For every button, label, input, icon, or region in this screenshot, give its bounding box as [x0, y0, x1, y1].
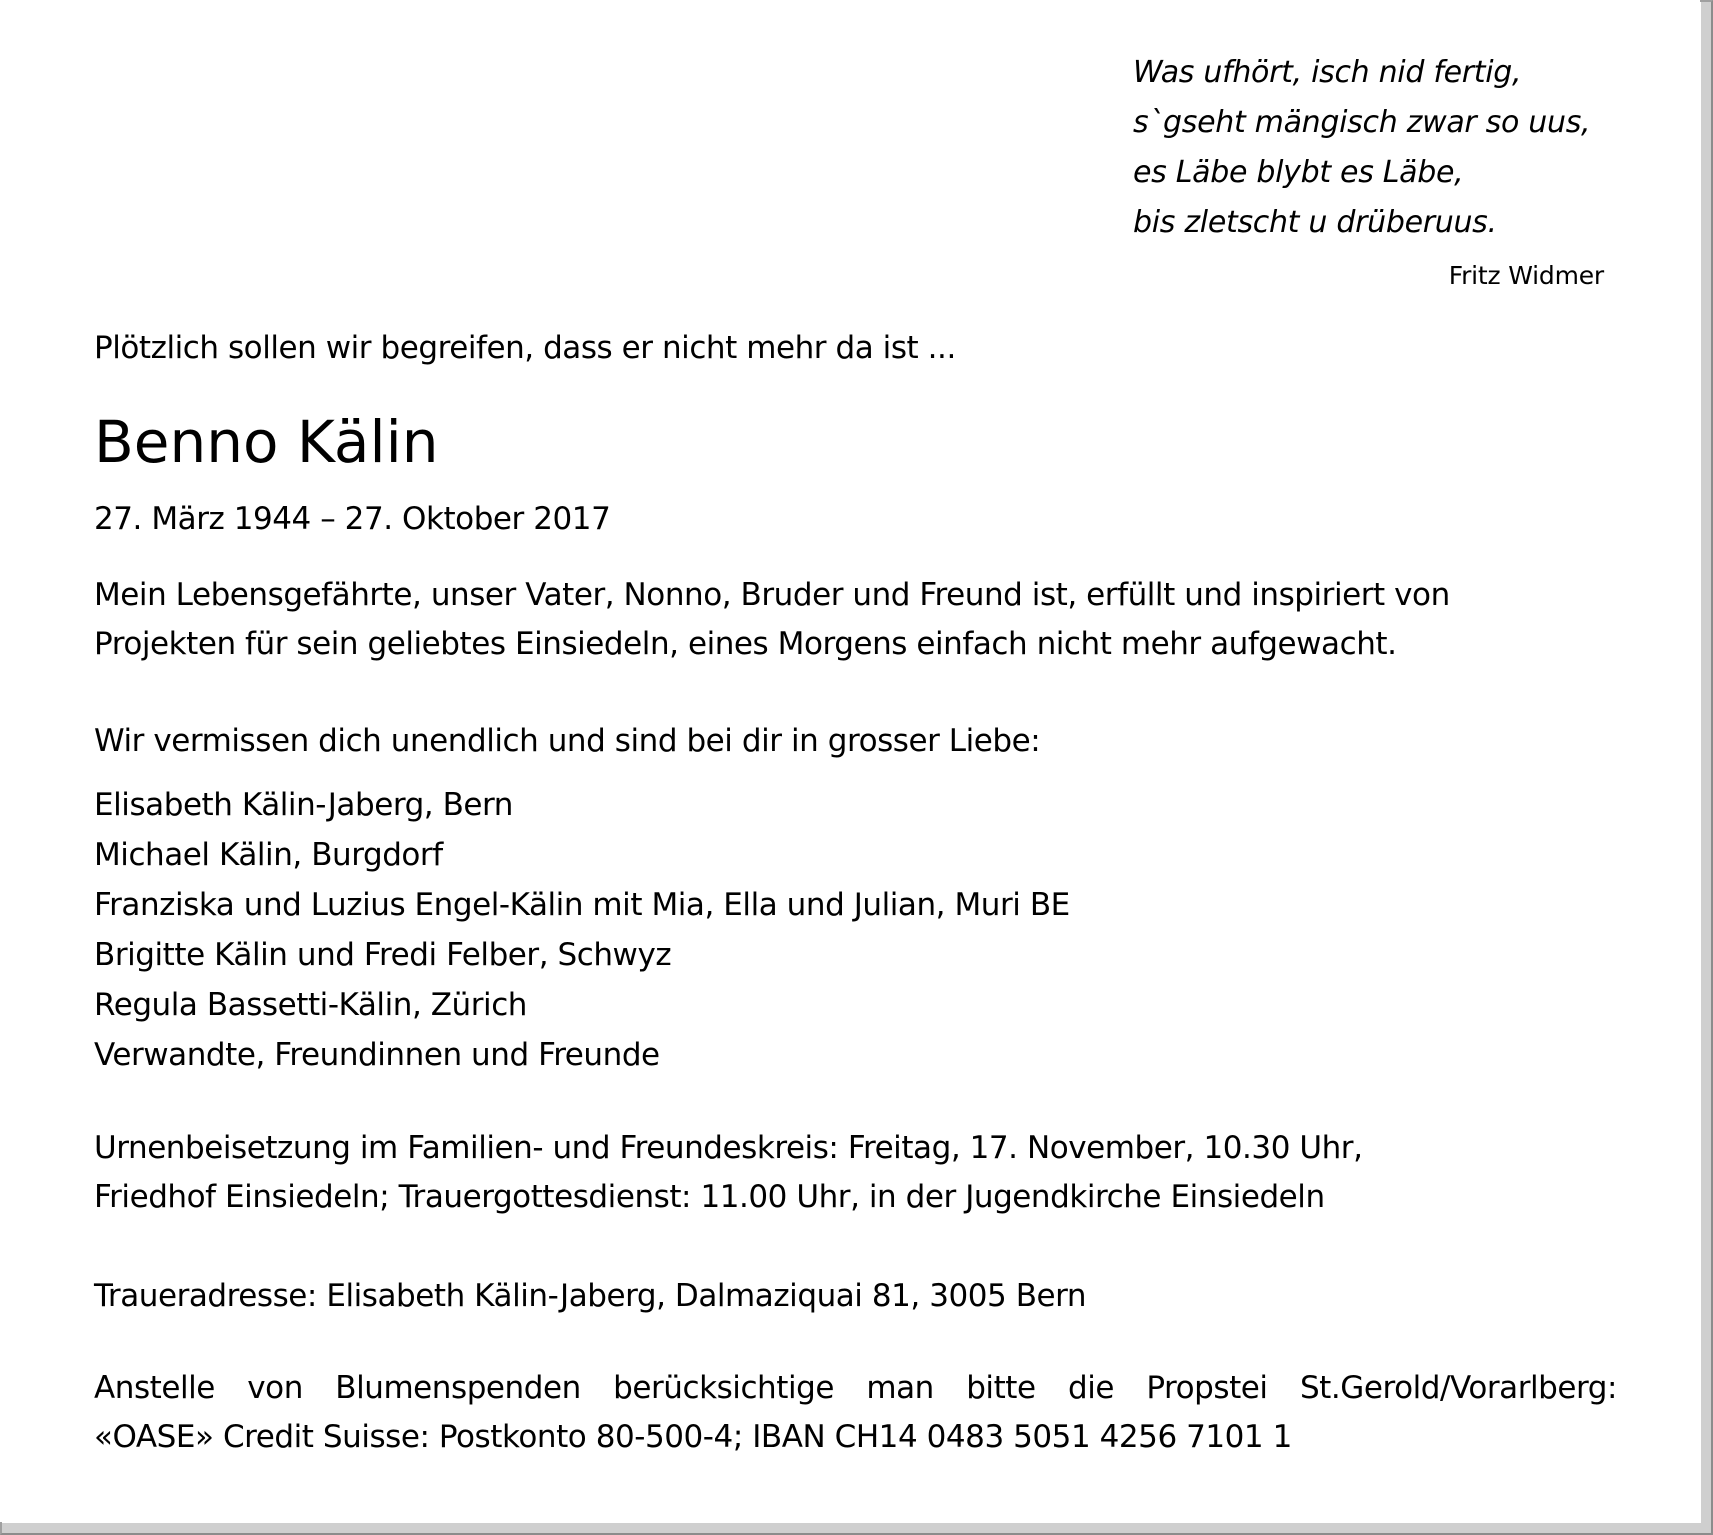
intro-line: Plötzlich sollen wir begreifen, dass er nicht mehr da ist ... — [94, 330, 956, 366]
poem-block — [1133, 48, 1633, 248]
mourner-entry: Regula Bassetti-Kälin, Zürich — [94, 987, 527, 1023]
tribute-paragraph — [94, 571, 1450, 669]
donation-line: Anstelle von Blumenspenden berücksichtige man bitte die Propstei St.Gerold/Vorarlberg: — [94, 1370, 1617, 1406]
ceremony-line: Friedhof Einsiedeln; Trauergottesdienst: 11.00 Uhr, in der Jugendkirche Einsiedeln — [94, 1179, 1325, 1215]
tribute-line: Projekten für sein geliebtes Einsiedeln, eines Morgens einfach nicht mehr aufgewacht. — [94, 626, 1397, 662]
tribute-line: Mein Lebensgefährte, unser Vater, Nonno, Bruder und Freund ist, erfüllt und inspiriert von — [94, 577, 1450, 613]
life-dates: 27. März 1944 – 27. Oktober 2017 — [94, 501, 611, 537]
mourner-entry: Elisabeth Kälin-Jaberg, Bern — [94, 787, 513, 823]
mourners-list — [94, 780, 1070, 1080]
mourner-entry: Verwandte, Freundinnen und Freunde — [94, 1037, 660, 1073]
mourner-entry: Franziska und Luzius Engel-Kälin mit Mia, Ella und Julian, Muri BE — [94, 887, 1070, 923]
mourner-entry: Brigitte Kälin und Fredi Felber, Schwyz — [94, 937, 672, 973]
donation-line: «OASE» Credit Suisse: Postkonto 80-500-4; IBAN CH14 0483 5051 4256 7101 1 — [94, 1419, 1292, 1455]
ceremony-line: Urnenbeisetzung im Familien- und Freundeskreis: Freitag, 17. November, 10.30 Uhr, — [94, 1130, 1363, 1166]
mourning-address: Traueradresse: Elisabeth Kälin-Jaberg, Dalmaziquai 81, 3005 Bern — [94, 1278, 1087, 1314]
poem-line: s`gseht mängisch zwar so uus, — [1133, 105, 1591, 140]
deceased-name: Benno Kälin — [94, 408, 439, 476]
miss-line: Wir vermissen dich unendlich und sind bei dir in grosser Liebe: — [94, 723, 1041, 759]
poem-line: Was ufhört, isch nid fertig, — [1133, 55, 1522, 90]
donation-paragraph — [94, 1364, 1617, 1462]
poem-author: Fritz Widmer — [1448, 261, 1604, 290]
poem-line: bis zletscht u drüberuus. — [1133, 205, 1497, 240]
mourner-entry: Michael Kälin, Burgdorf — [94, 837, 443, 873]
poem-line: es Läbe blybt es Läbe, — [1133, 155, 1464, 190]
ceremony-paragraph — [94, 1124, 1363, 1222]
